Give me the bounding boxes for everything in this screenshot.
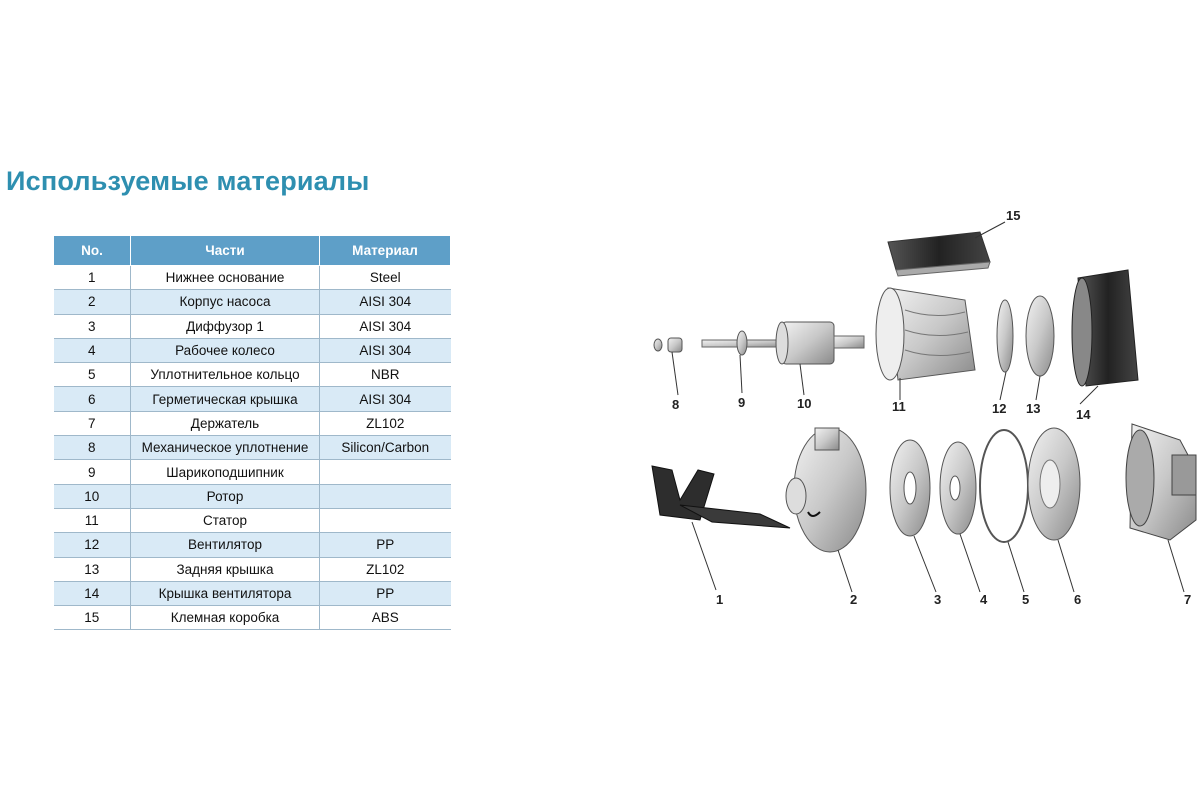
label-11: 11 — [892, 399, 906, 414]
part-impeller — [940, 442, 980, 592]
label-4: 4 — [980, 592, 988, 607]
table-row — [54, 290, 451, 314]
cell-no: 13 — [54, 557, 131, 581]
cell-material: AISI 304 — [320, 387, 451, 411]
cell-no: 12 — [54, 533, 131, 557]
table-row — [54, 266, 451, 290]
cell-no: 6 — [54, 387, 131, 411]
cell-part: Клемная коробка — [131, 606, 320, 630]
cell-material: PP — [320, 533, 451, 557]
part-rotor — [776, 322, 864, 395]
label-6: 6 — [1074, 592, 1082, 607]
cell-material: AISI 304 — [320, 338, 451, 362]
part-base-bracket — [652, 466, 790, 590]
cell-no: 7 — [54, 411, 131, 435]
table-row — [54, 436, 451, 460]
table-row — [54, 533, 451, 557]
part-stator — [876, 288, 975, 400]
table-row — [54, 581, 451, 605]
cell-part: Уплотнительное кольцо — [131, 363, 320, 387]
cell-part: Нижнее основание — [131, 266, 320, 290]
cell-part: Вентилятор — [131, 533, 320, 557]
label-10: 10 — [797, 396, 812, 411]
part-fan — [997, 300, 1013, 400]
cell-part: Герметическая крышка — [131, 387, 320, 411]
cell-no: 9 — [54, 460, 131, 484]
cell-material: ABS — [320, 606, 451, 630]
part-o-ring — [980, 430, 1028, 592]
part-rear-cover — [1026, 296, 1054, 400]
part-pump-body — [786, 428, 866, 592]
cell-no: 1 — [54, 266, 131, 290]
cell-no: 10 — [54, 484, 131, 508]
cell-material: AISI 304 — [320, 314, 451, 338]
label-3: 3 — [934, 592, 942, 607]
label-12: 12 — [992, 401, 1007, 416]
table-row — [54, 338, 451, 362]
cell-no: 3 — [54, 314, 131, 338]
table-row — [54, 411, 451, 435]
part-sealing-cover — [1028, 428, 1080, 592]
cell-material: NBR — [320, 363, 451, 387]
table-row — [54, 460, 451, 484]
cell-no: 15 — [54, 606, 131, 630]
part-mechanical-seal — [654, 338, 682, 395]
table-row — [54, 606, 451, 630]
cell-part: Задняя крышка — [131, 557, 320, 581]
cell-part: Крышка вентилятора — [131, 581, 320, 605]
label-5: 5 — [1022, 592, 1030, 607]
label-8: 8 — [672, 397, 680, 412]
table-row — [54, 557, 451, 581]
table-row — [54, 363, 451, 387]
table-row — [54, 314, 451, 338]
cell-no: 5 — [54, 363, 131, 387]
label-7: 7 — [1184, 592, 1192, 607]
header-part: Части — [131, 236, 320, 266]
cell-material — [320, 484, 451, 508]
cell-material: ZL102 — [320, 557, 451, 581]
cell-no: 4 — [54, 338, 131, 362]
materials-table — [53, 235, 451, 630]
part-terminal-box — [888, 222, 1005, 276]
part-fan-cover — [1072, 270, 1138, 404]
cell-material: Silicon/Carbon — [320, 436, 451, 460]
header-material: Материал — [320, 236, 451, 266]
cell-part: Держатель — [131, 411, 320, 435]
table-header-row — [54, 236, 451, 266]
page-title: Используемые материалы — [6, 166, 370, 196]
exploded-pump-diagram — [620, 190, 1200, 620]
cell-no: 8 — [54, 436, 131, 460]
cell-no: 11 — [54, 508, 131, 532]
cell-material — [320, 508, 451, 532]
cell-material — [320, 460, 451, 484]
cell-no: 2 — [54, 290, 131, 314]
cell-part: Корпус насоса — [131, 290, 320, 314]
table-row — [54, 508, 451, 532]
cell-material: ZL102 — [320, 411, 451, 435]
cell-material: Steel — [320, 266, 451, 290]
label-9: 9 — [738, 395, 746, 410]
cell-part: Механическое уплотнение — [131, 436, 320, 460]
label-1: 1 — [716, 592, 724, 607]
cell-part: Ротор — [131, 484, 320, 508]
cell-material: AISI 304 — [320, 290, 451, 314]
cell-material: PP — [320, 581, 451, 605]
cell-part: Статор — [131, 508, 320, 532]
label-15: 15 — [1006, 208, 1021, 223]
table-row — [54, 387, 451, 411]
cell-part: Диффузор 1 — [131, 314, 320, 338]
label-2: 2 — [850, 592, 858, 607]
part-diffuser — [890, 440, 936, 592]
cell-part: Рабочее колесо — [131, 338, 320, 362]
cell-no: 14 — [54, 581, 131, 605]
cell-part: Шарикоподшипник — [131, 460, 320, 484]
header-no: No. — [54, 236, 131, 266]
table-row — [54, 484, 451, 508]
label-14: 14 — [1076, 407, 1091, 422]
part-holder — [1126, 424, 1196, 592]
label-13: 13 — [1026, 401, 1041, 416]
